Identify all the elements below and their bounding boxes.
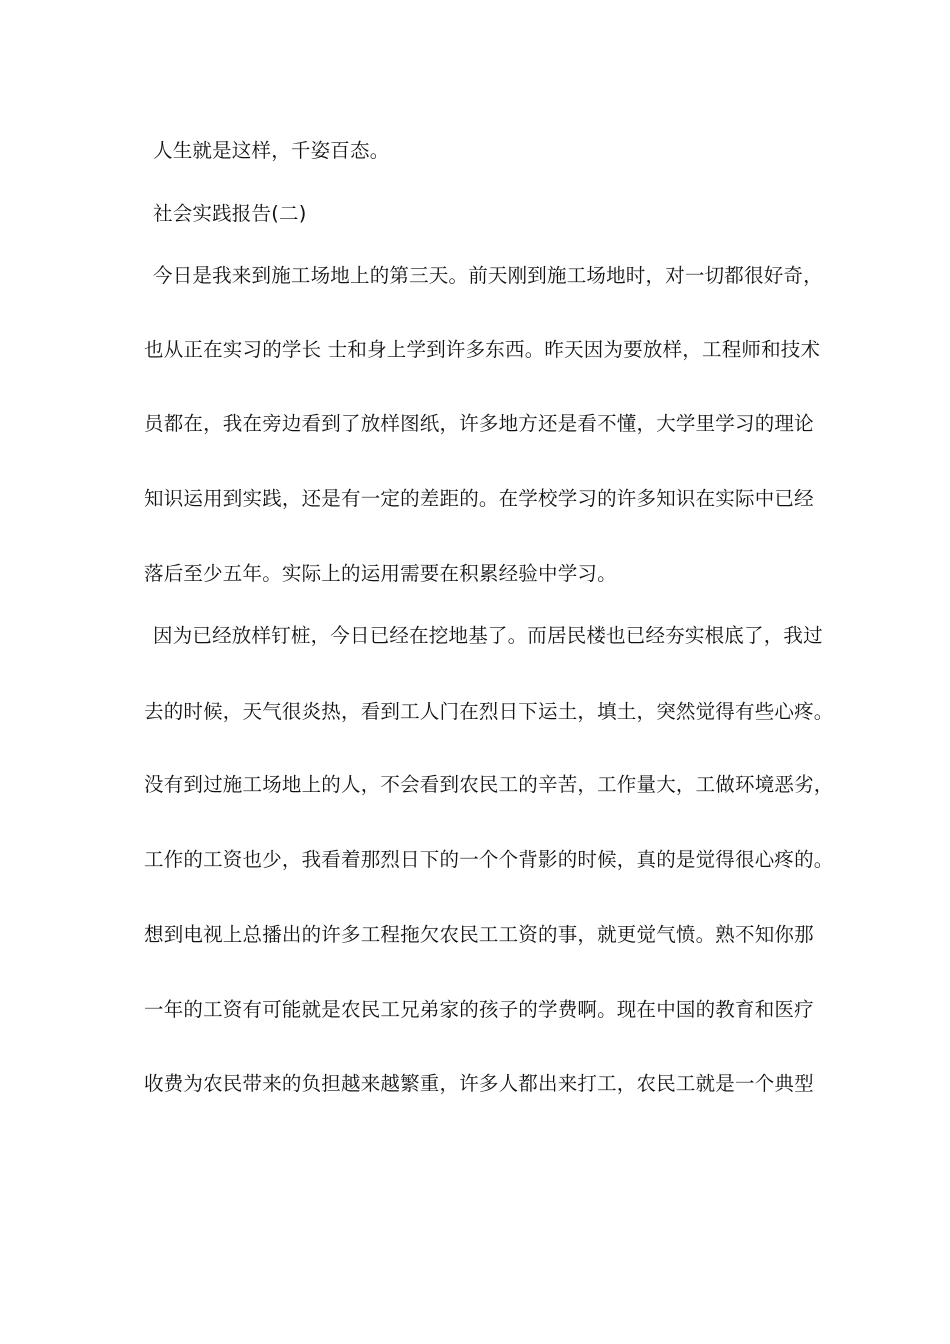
paragraph-line-1: 人生就是这样，千姿百态。 <box>153 139 390 162</box>
paragraph-line-9: 去的时候，天气很炎热，看到工人门在烈日下运土，填土，突然觉得有些心疼。 <box>144 700 834 723</box>
paragraph-line-8: 因为已经放样钉桩，今日已经在挖地基了。而居民楼也已经夯实根底了，我过 <box>153 624 823 647</box>
paragraph-line-3: 今日是我来到施工场地上的第三天。前天刚到施工场地时，对一切都很好奇， <box>153 264 823 287</box>
paragraph-line-4: 也从正在实习的学长 士和身上学到许多东西。昨天因为要放样，工程师和技术 <box>144 338 821 361</box>
paragraph-line-7: 落后至少五年。实际上的运用需要在积累经验中学习。 <box>144 562 617 585</box>
paragraph-line-10: 没有到过施工场地上的人，不会看到农民工的辛苦，工作量大，工做环境恶劣， <box>144 773 834 796</box>
paragraph-line-6: 知识运用到实践，还是有一定的差距的。在学校学习的许多知识在实际中已经 <box>144 487 814 510</box>
paragraph-line-14: 收费为农民带来的负担越来越繁重，许多人都出来打工，农民工就是一个典型 <box>144 1072 814 1095</box>
paragraph-line-11: 工作的工资也少，我看着那烈日下的一个个背影的时候，真的是觉得很心疼的。 <box>144 848 834 871</box>
paragraph-line-12: 想到电视上总播出的许多工程拖欠农民工工资的事，就更觉气愤。熟不知你那 <box>144 923 814 946</box>
paragraph-line-13: 一年的工资有可能就是农民工兄弟家的孩子的学费啊。现在中国的教育和医疗 <box>144 998 814 1021</box>
paragraph-line-5: 员都在，我在旁边看到了放样图纸，许多地方还是看不懂，大学里学习的理论 <box>144 412 814 435</box>
section-heading: 社会实践报告(二) <box>153 202 307 225</box>
